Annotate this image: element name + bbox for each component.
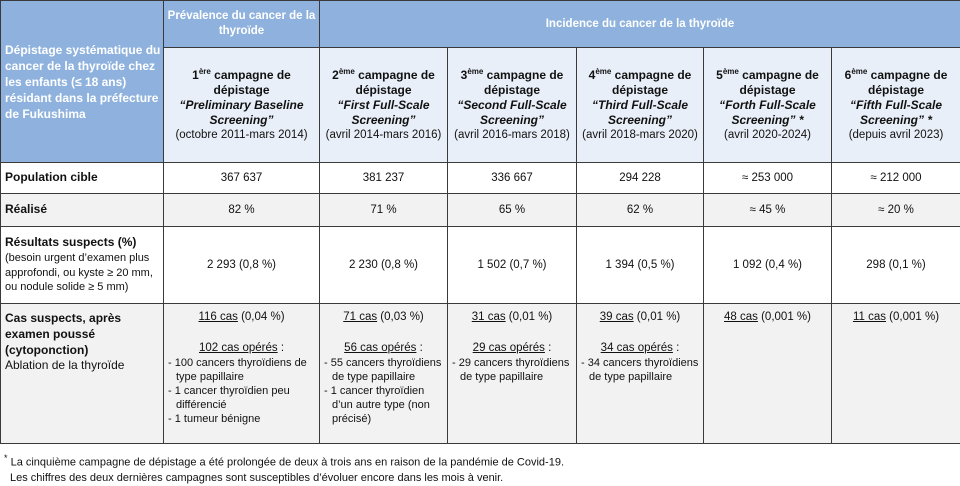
operated-count: 29 cas opérés xyxy=(473,342,545,354)
campaign-name: “Second Full-Scale Screening” xyxy=(448,98,576,128)
campaign-header-1: 1ère campagne de dépistage “Preliminary Baseline Screening” (octobre 2011-mars 2014) xyxy=(164,48,320,163)
row-sublabel: Ablation de la thyroïde xyxy=(5,358,163,373)
campaign-name: “First Full-Scale Screening” xyxy=(320,98,447,128)
cas-cell-1: 116 cas (0,04 %) 102 cas opérés : - 100 cancers thyroïdiens de type papillaire - 1 cancer thyroïdien peu différencié - 1 tumeur bénigne xyxy=(164,304,320,444)
campaign-period: (avril 2018-mars 2020) xyxy=(577,128,703,143)
campaign-header-3: 3ème campagne de dépistage “Second Full-Scale Screening” (avril 2016-mars 2018) xyxy=(448,48,577,163)
details-list: - 55 cancers thyroïdiens de type papillaire - 1 cancer thyroïdien d’un autre type (non précisé) xyxy=(320,356,447,426)
cell-value: 298 (0,1 %) xyxy=(832,227,960,304)
cases-count: 48 cas xyxy=(724,311,758,323)
operated-count: 34 cas opérés xyxy=(601,342,673,354)
details-list: - 100 cancers thyroïdiens de type papillaire - 1 cancer thyroïdien peu différencié - 1 tumeur bénigne xyxy=(164,356,319,426)
row-label-suspects: Résultats suspects (%) (besoin urgent d’examen plus approfondi, ou kyste ≥ 20 mm, ou nodule solide ≥ 5 mm) xyxy=(1,227,164,304)
cell-value: ≈ 45 % xyxy=(704,194,832,227)
cell-value: 2 230 (0,8 %) xyxy=(320,227,448,304)
cases-count: 116 cas xyxy=(198,311,237,323)
footnote: * La cinquième campagne de dépistage a été prolongée de deux à trois ans en raison de la pandémie de Covid-19. Les chiffres des deux dernières campagnes sont susceptibles d’évoluer encore dans les mois à venir. xyxy=(4,451,564,486)
campaign-period: (avril 2016-mars 2018) xyxy=(448,128,576,143)
cases-count: 71 cas xyxy=(343,311,377,323)
details-list: - 29 cancers thyroïdiens de type papillaire xyxy=(448,356,576,384)
table-row-population xyxy=(1,163,960,194)
campaign-name: “Third Full-Scale Screening” xyxy=(577,98,703,128)
cell-value: 294 228 xyxy=(577,163,704,194)
cell-value: 65 % xyxy=(448,194,577,227)
row-header-title: Dépistage systématique du cancer de la thyroïde chez les enfants (≤ 18 ans) résidant dans la préfecture de Fukushima xyxy=(1,1,164,163)
campaign-period: (avril 2020-2024) xyxy=(704,128,831,143)
campaign-period: (octobre 2011-mars 2014) xyxy=(164,128,319,143)
cell-value: 71 % xyxy=(320,194,448,227)
campaign-period: (avril 2014-mars 2016) xyxy=(320,128,447,143)
campaign-name: “Fifth Full-Scale Screening” * xyxy=(832,98,960,128)
cell-value: 62 % xyxy=(577,194,704,227)
campaign-header-4: 4ème campagne de dépistage “Third Full-Scale Screening” (avril 2018-mars 2020) xyxy=(577,48,704,163)
group-header-incidence: Incidence du cancer de la thyroïde xyxy=(320,1,960,48)
campaign-name: “Forth Full-Scale Screening” * xyxy=(704,98,831,128)
cell-value: ≈ 20 % xyxy=(832,194,960,227)
cell-value: 336 667 xyxy=(448,163,577,194)
cell-value: 1 092 (0,4 %) xyxy=(704,227,832,304)
table-row-suspects xyxy=(1,227,960,304)
cas-cell-4: 39 cas (0,01 %) 34 cas opérés : - 34 cancers thyroïdiens de type papillaire xyxy=(577,304,704,444)
row-label-realise: Réalisé xyxy=(1,194,164,227)
cell-value: ≈ 253 000 xyxy=(704,163,832,194)
cell-value: 1 394 (0,5 %) xyxy=(577,227,704,304)
footnote-marker: * xyxy=(4,453,8,463)
campaign-header-6: 6ème campagne de dépistage “Fifth Full-Scale Screening” * (depuis avril 2023) xyxy=(832,48,960,163)
cas-cell-5: 48 cas (0,001 %) xyxy=(704,304,832,444)
cases-count: 11 cas xyxy=(853,311,886,323)
details-list: - 34 cancers thyroïdiens de type papillaire xyxy=(577,356,703,384)
campaign-period: (depuis avril 2023) xyxy=(832,128,960,143)
campaign-header-2: 2ème campagne de dépistage “First Full-Scale Screening” (avril 2014-mars 2016) xyxy=(320,48,448,163)
row-sublabel: (besoin urgent d’examen plus approfondi, ou kyste ≥ 20 mm, ou nodule solide ≥ 5 mm) xyxy=(5,251,163,295)
campaign-name: “Preliminary Baseline Screening” xyxy=(164,98,319,128)
cell-value: ≈ 212 000 xyxy=(832,163,960,194)
group-header-prevalence: Prévalence du cancer de la thyroïde xyxy=(164,1,320,48)
row-label-cas: Cas suspects, après examen poussé (cytoponction) Ablation de la thyroïde xyxy=(1,304,164,444)
cell-value: 82 % xyxy=(164,194,320,227)
cas-cell-6: 11 cas (0,001 %) xyxy=(832,304,960,444)
table-row-cas xyxy=(1,304,960,444)
cell-value: 2 293 (0,8 %) xyxy=(164,227,320,304)
cases-count: 31 cas xyxy=(472,311,506,323)
cell-value: 381 237 xyxy=(320,163,448,194)
cas-cell-3: 31 cas (0,01 %) 29 cas opérés : - 29 cancers thyroïdiens de type papillaire xyxy=(448,304,577,444)
cell-value: 1 502 (0,7 %) xyxy=(448,227,577,304)
campaign-header-5: 5ème campagne de dépistage “Forth Full-Scale Screening” * (avril 2020-2024) xyxy=(704,48,832,163)
operated-count: 102 cas opérés xyxy=(199,342,278,354)
cell-value: 367 637 xyxy=(164,163,320,194)
cas-cell-2: 71 cas (0,03 %) 56 cas opérés : - 55 cancers thyroïdiens de type papillaire - 1 cancer thyroïdien d’un autre type (non précisé) xyxy=(320,304,448,444)
table-row-realise xyxy=(1,194,960,227)
operated-count: 56 cas opérés xyxy=(344,342,416,354)
row-label-population: Population cible xyxy=(1,163,164,194)
cases-count: 39 cas xyxy=(600,311,634,323)
